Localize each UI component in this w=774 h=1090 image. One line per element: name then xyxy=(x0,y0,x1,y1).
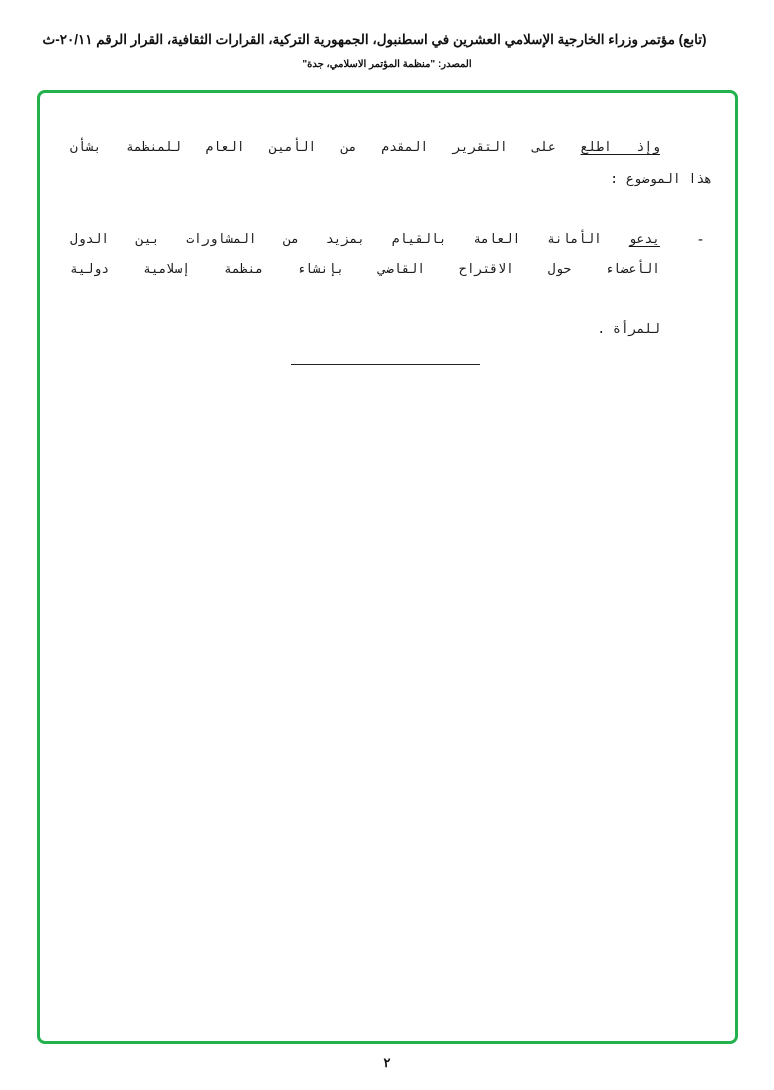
closing-horizontal-rule xyxy=(291,364,480,365)
operative-line-1-text: الأمانة العامة بالقيام بمزيد من المشاورات بين الدول xyxy=(70,232,629,247)
document-source-line: المصدر: "منظمة المؤتمر الاسلامي، جدة" xyxy=(302,59,472,70)
document-header-title: (تابع) مؤتمر وزراء الخارجية الإسلامي العشرين في اسطنبول، الجمهورية التركية، القرارات الثقافية، القرار الرقم ٢٠/١١-ث xyxy=(42,32,707,47)
preamble-underlined-phrase: وإذ اطلع xyxy=(580,140,660,155)
operative-line-3: للمرأة . xyxy=(597,322,660,337)
operative-line-2: الأعضاء حول الاقتراح القاضي بإنشاء منظمة إسلامية دولية xyxy=(70,262,660,277)
bullet-dash: - xyxy=(698,232,704,248)
preamble-line-1-text: على التقرير المقدم من الأمين العام للمنظمة بشأن xyxy=(70,140,581,155)
preamble-line-2: هذا الموضوع : xyxy=(610,172,712,187)
preamble-line-1 xyxy=(70,140,660,155)
operative-line-1 xyxy=(70,232,660,247)
page-number: ٢ xyxy=(383,1055,391,1070)
operative-underlined-verb: يدعو xyxy=(628,232,660,247)
